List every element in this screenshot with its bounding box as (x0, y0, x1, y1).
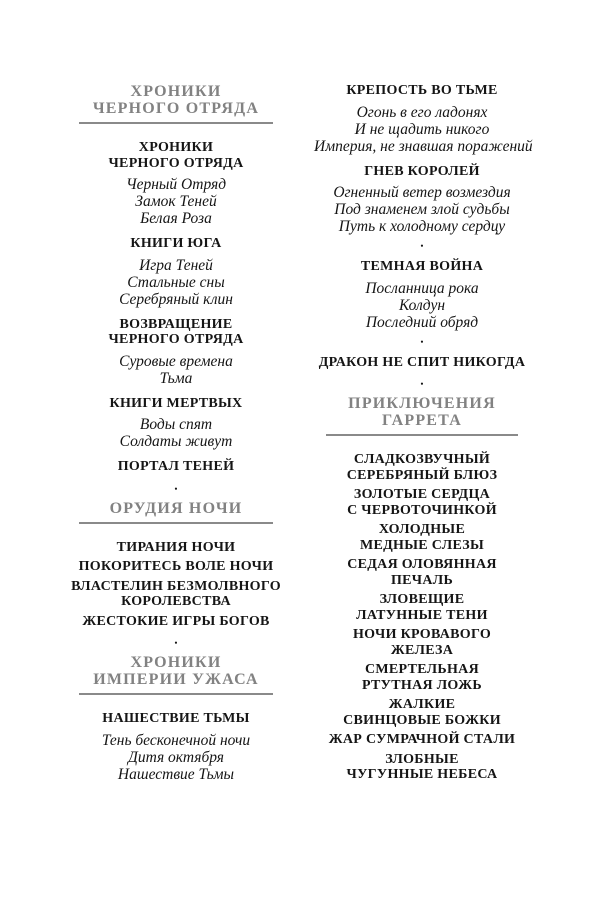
book-title: Тень бесконечной ночи (101, 731, 251, 749)
book-title: Воды спят (139, 416, 213, 433)
cycle-title (67, 396, 285, 412)
section-separator-bullet: • (420, 336, 424, 347)
cycle-title-text: ДРАКОН НЕ СПИТ НИКОГДА (318, 354, 526, 370)
book-title: Путь к холодному сердцу (338, 218, 506, 235)
cycle-title-text: ЧЕРНОГО ОТРЯДА (108, 332, 244, 347)
series-header (79, 500, 273, 524)
series-header (79, 83, 273, 124)
cycle-title (314, 164, 530, 180)
book-title: Замок Теней (135, 193, 217, 210)
cycle-title (314, 732, 530, 748)
cycle-title-text: С ЧЕРВОТОЧИНКОЙ (347, 502, 497, 518)
cycle-title (314, 259, 530, 275)
cycle-title (67, 614, 285, 630)
cycle-title-text: НАШЕСТВИЕ ТЬМЫ (102, 711, 250, 726)
cycle-title (314, 627, 530, 658)
cycle-title-text: СЕДАЯ ОЛОВЯННАЯ (347, 557, 497, 572)
cycle-title-text: ЖЕСТОКИЕ ИГРЫ БОГОВ (82, 613, 270, 629)
cycle-title-text: ЧЕРНОГО ОТРЯДА (108, 155, 244, 171)
cycle-title (67, 559, 285, 575)
cycle-title (314, 487, 530, 518)
cycle-title-text: РТУТНАЯ ЛОЖЬ (362, 677, 482, 693)
cycle-title-text: СЛАДКОЗВУЧНЫЙ (353, 452, 491, 467)
series-header-text: ИМПЕРИИ УЖАСА (93, 671, 259, 688)
cycle-title-text: НОЧИ КРОВАВОГО (352, 627, 492, 642)
book-list (67, 732, 285, 783)
cycle-title-text: ЖАР СУМРАЧНОЙ СТАЛИ (328, 732, 516, 747)
book-title: Посланница рока (365, 279, 479, 297)
book-title: Дитя октября (127, 748, 224, 766)
book-title: Огонь в его ладонях (356, 103, 488, 121)
book-title: Суровые времена (119, 352, 233, 370)
book-list (67, 353, 285, 387)
cycle-title-text: МЕДНЫЕ СЛЕЗЫ (359, 537, 485, 553)
cycle-title-text: ТИРАНИЯ НОЧИ (116, 539, 236, 555)
cycle-title-text: ВОЗВРАЩЕНИЕ (119, 316, 233, 332)
series-header-text: ХРОНИКИ (130, 654, 222, 671)
cycle-title-text: ГНЕВ КОРОЛЕЙ (364, 163, 480, 179)
cycle-title-text: ХРОНИКИ (138, 140, 214, 155)
book-title: Последний обряд (365, 313, 479, 331)
book-title: Серебряный клин (119, 290, 233, 308)
cycle-title (314, 752, 530, 783)
cycle-title (67, 140, 285, 171)
book-title: Колдун (398, 296, 446, 314)
section-separator-bullet: • (420, 241, 424, 251)
cycle-title-text: КРЕПОСТЬ ВО ТЬМЕ (346, 83, 498, 98)
cycle-title (67, 579, 285, 610)
right-column (314, 83, 533, 783)
cycle-title-text: КНИГИ ЮГА (130, 236, 222, 251)
cycle-title-text: ЖЕЛЕЗА (390, 642, 454, 658)
series-header (326, 395, 518, 436)
cycle-title-text: ЗОЛОТЫЕ СЕРДЦА (353, 487, 491, 502)
cycle-title (67, 711, 285, 727)
cycle-title-text: КОРОЛЕВСТВА (121, 594, 231, 609)
book-list (67, 416, 285, 450)
cycle-title-text: ВЛАСТЕЛИН БЕЗМОЛВНОГО (71, 578, 281, 594)
book-list (314, 280, 530, 331)
book-title: Империя, не знавшая поражений (314, 137, 533, 155)
cycle-title-text: КНИГИ МЕРТВЫХ (109, 395, 243, 411)
cycle-title-text: СВИНЦОВЫЕ БОЖКИ (343, 712, 501, 728)
section-separator-bullet: • (174, 483, 178, 494)
cycle-title-text: ЗЛОВЕЩИЕ (379, 592, 465, 607)
cycle-title (314, 662, 530, 693)
cycle-title (314, 522, 530, 553)
book-title: Нашествие Тьмы (117, 765, 235, 783)
cycle-title (314, 452, 530, 483)
cycle-title-text: ПЕЧАЛЬ (390, 572, 454, 588)
cycle-title (314, 355, 530, 371)
book-title: Белая Роза (140, 210, 212, 227)
cycle-title (314, 697, 530, 728)
cycle-title-text: СМЕРТЕЛЬНАЯ (365, 662, 479, 677)
series-header-text: ГАРРЕТА (381, 412, 463, 429)
cycle-title-text: ЛАТУННЫЕ ТЕНИ (356, 607, 488, 623)
book-title: Солдаты живут (119, 433, 233, 450)
book-title: Игра Теней (139, 256, 213, 274)
book-list (67, 176, 285, 227)
left-column (67, 83, 285, 783)
book-title: Тьма (159, 369, 193, 387)
cycle-title (67, 317, 285, 348)
cycle-title-text: ЖАЛКИЕ (388, 697, 456, 712)
section-separator-bullet: • (174, 638, 178, 648)
cycle-title (67, 540, 285, 556)
cycle-title-text: ХОЛОДНЫЕ (378, 522, 466, 537)
book-list (314, 103, 533, 155)
cycle-title-text: СЕРЕБРЯНЫЙ БЛЮЗ (346, 467, 498, 483)
book-list (314, 184, 530, 235)
series-header-text: ХРОНИКИ (130, 83, 222, 100)
book-title: И не щадить никого (354, 120, 490, 138)
series-header-text: ОРУДИЯ НОЧИ (109, 499, 243, 517)
section-separator-bullet: • (420, 379, 424, 389)
cycle-title (67, 459, 285, 475)
cycle-title-text: ЧУГУННЫЕ НЕБЕСА (346, 767, 498, 782)
cycle-title-text: ЗЛОБНЫЕ (385, 751, 459, 767)
book-title: Огненный ветер возмездия (333, 184, 511, 201)
cycle-title (314, 592, 530, 623)
book-list (67, 257, 285, 308)
cycle-title-text: ПОКОРИТЕСЬ ВОЛЕ НОЧИ (78, 559, 274, 574)
book-title: Черный Отряд (125, 176, 227, 193)
cycle-title (314, 557, 530, 588)
series-header-text: ПРИКЛЮЧЕНИЯ (348, 395, 496, 412)
book-title: Под знаменем злой судьбы (334, 201, 510, 218)
cycle-title-text: ПОРТАЛ ТЕНЕЙ (117, 459, 235, 474)
cycle-title (67, 236, 285, 252)
series-header (79, 654, 273, 695)
series-header-text: ЧЕРНОГО ОТРЯДА (92, 100, 260, 117)
cycle-title-text: ТЕМНАЯ ВОЙНА (360, 259, 484, 274)
book-title: Стальные сны (127, 273, 225, 291)
cycle-title (314, 83, 530, 99)
